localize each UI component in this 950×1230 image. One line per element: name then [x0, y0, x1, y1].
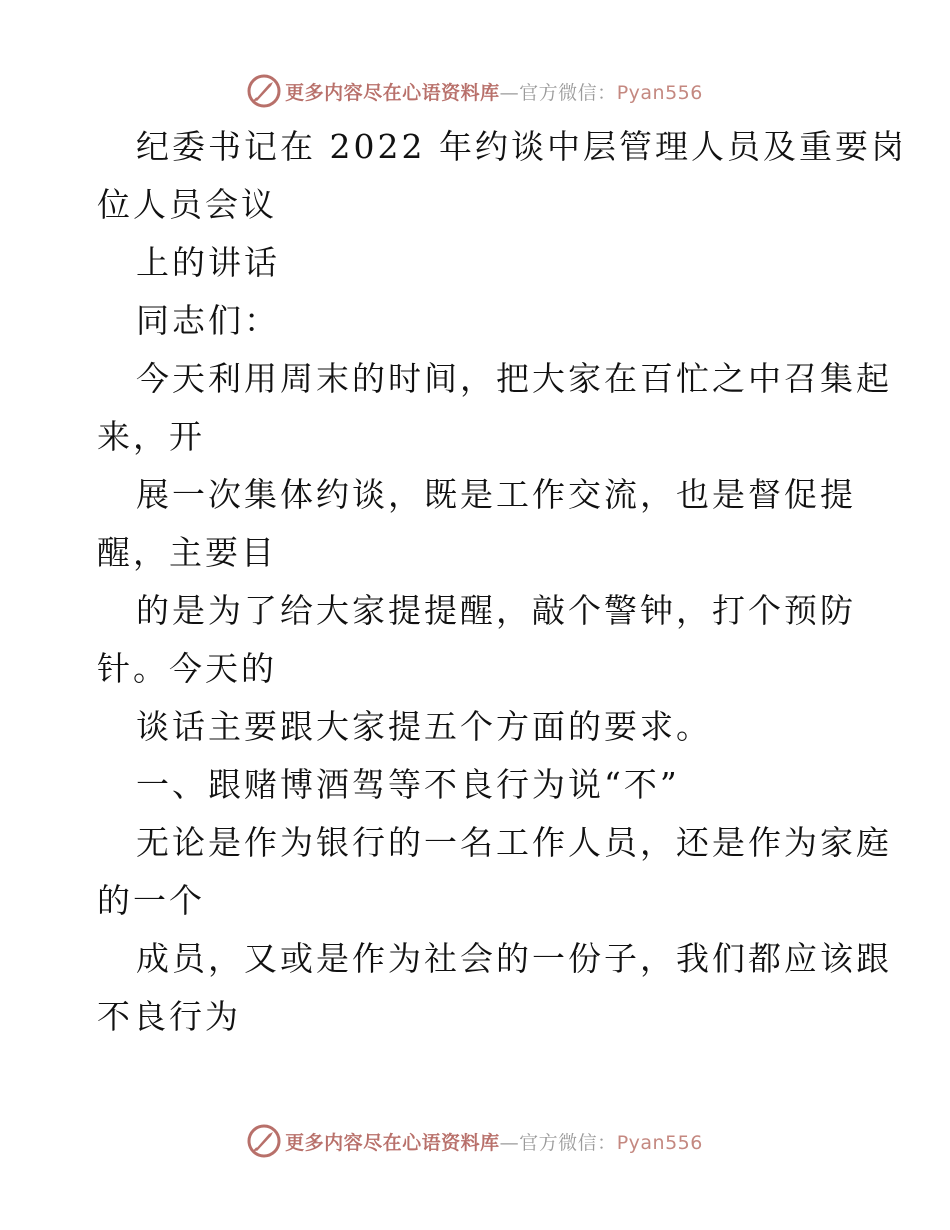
quill-pen-logo-icon — [247, 74, 281, 108]
paragraph-line: 不良行为 — [97, 997, 241, 1036]
paragraph-line: 无论是作为银行的一名工作人员，还是作为家庭 — [136, 823, 892, 862]
watermark-text — [285, 1128, 703, 1155]
watermark-separator: — — [499, 1131, 520, 1154]
paragraph-line: 的是为了给大家提提醒，敲个警钟，打个预防 — [136, 591, 856, 630]
watermark-wechat-account: Pyan556 — [616, 1131, 703, 1154]
paragraph-line: 谈话主要跟大家提五个方面的要求。 — [136, 707, 712, 746]
footer-watermark — [0, 1121, 950, 1161]
watermark-wechat-label: 官方微信： — [519, 81, 617, 104]
paragraph-line: 成员，又或是作为社会的一份子，我们都应该跟 — [136, 939, 892, 978]
watermark-separator: — — [499, 81, 520, 104]
document-body — [97, 118, 907, 1046]
watermark-brand: 更多内容尽在心语资料库 — [285, 81, 500, 104]
quill-pen-logo-icon — [247, 1124, 281, 1158]
paragraph-line: 来，开 — [97, 417, 205, 456]
title-line-1: 纪委书记在 2022 年约谈中层管理人员及重要岗 — [136, 127, 907, 166]
paragraph-line: 的一个 — [97, 881, 205, 920]
paragraph-line: 针。今天的 — [97, 649, 277, 688]
paragraph-line: 今天利用周末的时间，把大家在百忙之中召集起 — [136, 359, 892, 398]
paragraph-line: 醒，主要目 — [97, 533, 277, 572]
section-heading-1: 一、跟赌博酒驾等不良行为说“不” — [136, 765, 680, 804]
watermark-wechat-label: 官方微信： — [519, 1131, 617, 1154]
watermark-wechat-account: Pyan556 — [616, 81, 703, 104]
paragraph-line: 展一次集体约谈，既是工作交流，也是督促提 — [136, 475, 856, 514]
watermark-text — [285, 78, 703, 105]
salutation: 同志们： — [136, 301, 280, 340]
header-watermark — [0, 71, 950, 111]
title-line-3: 上的讲话 — [136, 243, 280, 282]
title-line-2: 位人员会议 — [97, 185, 277, 224]
watermark-brand: 更多内容尽在心语资料库 — [285, 1131, 500, 1154]
